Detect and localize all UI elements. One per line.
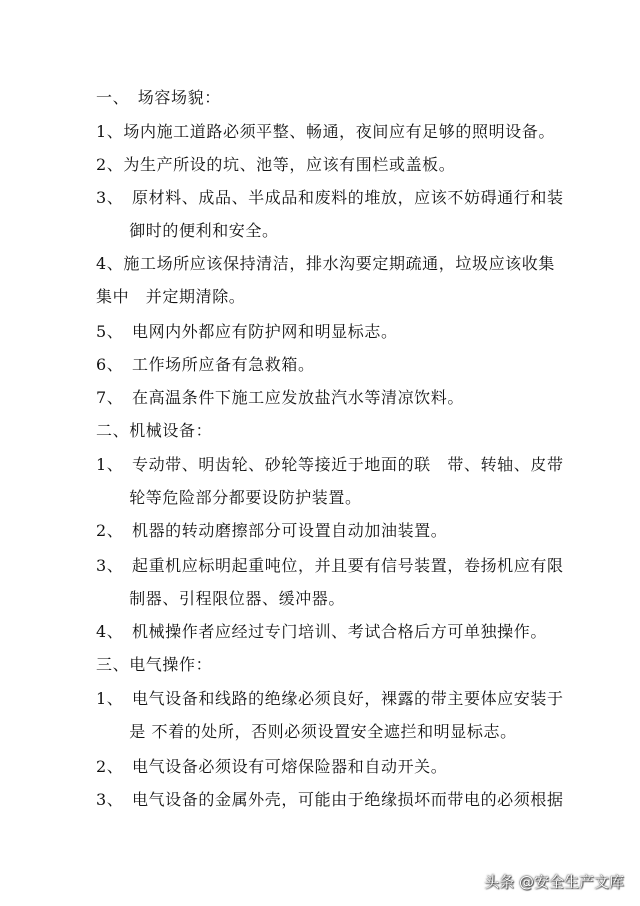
paragraph-line: 3、 原材料、成品、半成品和废料的堆放，应该不妨碍通行和装 — [96, 188, 564, 207]
paragraph-line: 轮等危险部分都要设防护装置。 — [96, 488, 362, 507]
paragraph-line: 3、 电气设备的金属外壳，可能由于绝缘损坏而带电的必须根据 — [96, 790, 564, 809]
section-heading-site-appearance: 一、 场容场貌： — [96, 88, 221, 107]
paragraph-line: 1、 专动带、明齿轮、砂轮等接近于地面的联 带、转轴、皮带 — [96, 455, 564, 474]
paragraph-line: 1、场内施工道路必须平整、畅通，夜间应有足够的照明设备。 — [96, 122, 555, 141]
paragraph-line: 3、 起重机应标明起重吨位，并且要有信号装置，卷扬机应有限 — [96, 556, 564, 575]
paragraph-line: 4、施工场所应该保持清洁，排水沟要定期疏通，垃圾应该收集 — [96, 254, 555, 273]
paragraph-line: 2、 电气设备必须设有可熔保险器和自动开关。 — [96, 757, 448, 776]
section-heading-electrical: 三、电气操作： — [96, 655, 213, 674]
paragraph-line: 集中 并定期清除。 — [96, 287, 246, 306]
paragraph-line: 7、 在高温条件下施工应发放盐汽水等清凉饮料。 — [96, 388, 464, 407]
paragraph-line: 4、 机械操作者应经过专门培训、考试合格后方可单独操作。 — [96, 622, 547, 641]
paragraph-line: 2、为生产所设的坑、池等，应该有围栏或盖板。 — [96, 155, 456, 174]
paragraph-line: 6、 工作场所应备有急救箱。 — [96, 355, 315, 374]
watermark-text: 头条 @安全生产文库 — [484, 873, 624, 891]
paragraph-line: 制器、引程限位器、缓冲器。 — [96, 589, 346, 608]
paragraph-line: 5、 电网内外都应有防护网和明显标志。 — [96, 322, 398, 341]
section-heading-machinery: 二、机械设备： — [96, 421, 213, 440]
paragraph-line: 2、 机器的转动磨擦部分可设置自动加油装置。 — [96, 521, 448, 540]
paragraph-line: 是 不着的处所，否则必须设置安全遮拦和明显标志。 — [96, 722, 517, 741]
paragraph-line: 1、 电气设备和线路的绝缘必须良好，裸露的带主要体应安装于 — [96, 689, 564, 708]
paragraph-line: 御时的便利和安全。 — [96, 221, 279, 240]
